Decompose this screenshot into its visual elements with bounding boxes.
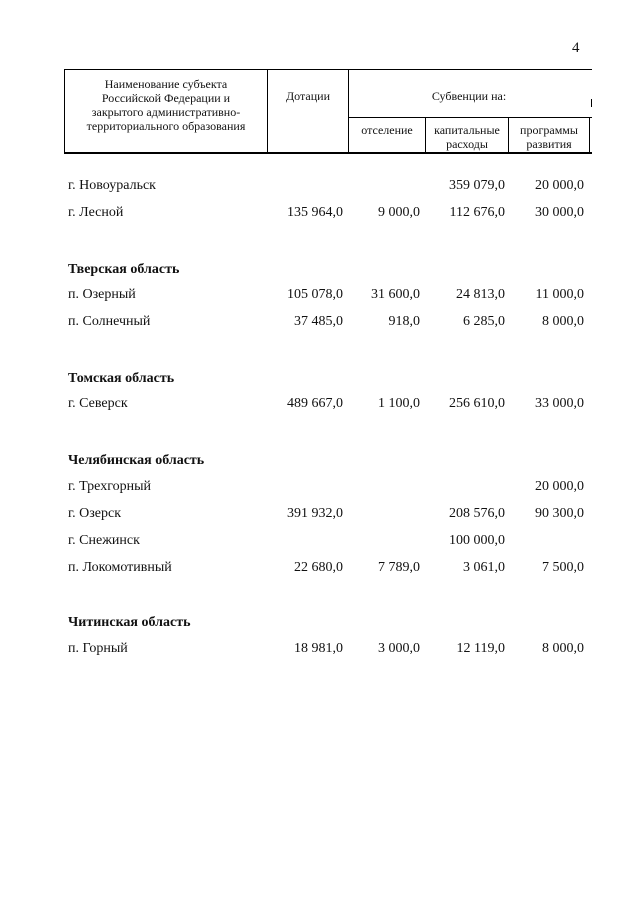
row-name: п. Локомотивный [68, 560, 172, 575]
region-heading: Тверская область [68, 262, 180, 277]
row-kapital: 12 119,0 [456, 641, 505, 656]
row-programmy: 20 000,0 [535, 178, 584, 193]
region-heading: Томская область [68, 371, 175, 386]
row-otselenie: 7 789,0 [378, 560, 420, 575]
row-dotacii: 105 078,0 [287, 287, 343, 302]
row-kapital: 208 576,0 [449, 506, 505, 521]
row-name: п. Озерный [68, 287, 136, 302]
row-kapital: 112 676,0 [449, 205, 505, 220]
header-col-name: Наименование субъекта Российской Федерации и закрытого административно- территориального образования [86, 77, 246, 133]
header-left-border [64, 69, 65, 154]
row-otselenie: 3 000,0 [378, 641, 420, 656]
row-otselenie: 1 100,0 [378, 396, 420, 411]
table-row [0, 479, 640, 499]
header-col-dotacii: Дотации [285, 89, 330, 103]
row-name: г. Снежинск [68, 533, 140, 548]
row-kapital: 6 285,0 [463, 314, 505, 329]
table-row [0, 560, 640, 580]
row-name: г. Озерск [68, 506, 122, 521]
table-row [0, 641, 640, 661]
region-heading: Челябинская область [68, 453, 205, 468]
row-kapital: 256 610,0 [449, 396, 505, 411]
row-programmy: 33 000,0 [535, 396, 584, 411]
row-otselenie: 31 600,0 [371, 287, 420, 302]
row-name: г. Трехгорный [68, 479, 151, 494]
header-divider-2 [348, 69, 349, 154]
header-top-border [64, 69, 592, 70]
header-sub-kapital: капитальные расходы [434, 123, 500, 151]
row-name: г. Лесной [68, 205, 124, 220]
row-programmy: 8 000,0 [542, 641, 584, 656]
row-programmy: 11 000,0 [535, 287, 584, 302]
row-dotacii: 22 680,0 [294, 560, 343, 575]
row-otselenie: 918,0 [388, 314, 420, 329]
row-dotacii: 135 964,0 [287, 205, 343, 220]
region-heading: Читинская область [68, 615, 191, 630]
table-row [0, 314, 640, 334]
header-col-subvencii: Субвенции на: [431, 89, 507, 103]
table-row [0, 506, 640, 526]
header-sub-otselenie: отселение [361, 123, 413, 137]
row-kapital: 100 000,0 [449, 533, 505, 548]
header-right-tick [591, 99, 592, 107]
table-row [0, 533, 640, 553]
header-subvencii-divider [348, 117, 592, 118]
row-programmy: 90 300,0 [535, 506, 584, 521]
row-kapital: 359 079,0 [449, 178, 505, 193]
row-programmy: 8 000,0 [542, 314, 584, 329]
row-name: п. Солнечный [68, 314, 151, 329]
header-bottom-border [64, 152, 592, 154]
row-name: г. Новоуральск [68, 178, 156, 193]
row-dotacii: 391 932,0 [287, 506, 343, 521]
table-row [0, 453, 640, 473]
row-kapital: 3 061,0 [463, 560, 505, 575]
row-programmy: 7 500,0 [542, 560, 584, 575]
table-row [0, 287, 640, 307]
table-row [0, 371, 640, 391]
table-row [0, 178, 640, 198]
row-kapital: 24 813,0 [456, 287, 505, 302]
header-sub-programmy: программы развития [520, 123, 578, 151]
page-number: 4 [572, 40, 580, 56]
table-row [0, 262, 640, 282]
row-programmy: 20 000,0 [535, 479, 584, 494]
row-dotacii: 18 981,0 [294, 641, 343, 656]
table-row [0, 615, 640, 635]
row-otselenie: 9 000,0 [378, 205, 420, 220]
row-programmy: 30 000,0 [535, 205, 584, 220]
row-name: г. Северск [68, 396, 128, 411]
row-dotacii: 489 667,0 [287, 396, 343, 411]
table-row [0, 396, 640, 416]
table-header [64, 69, 592, 154]
header-right-border-lower [589, 117, 590, 154]
header-divider-1 [267, 69, 268, 154]
row-name: п. Горный [68, 641, 128, 656]
row-dotacii: 37 485,0 [294, 314, 343, 329]
table-row [0, 205, 640, 225]
